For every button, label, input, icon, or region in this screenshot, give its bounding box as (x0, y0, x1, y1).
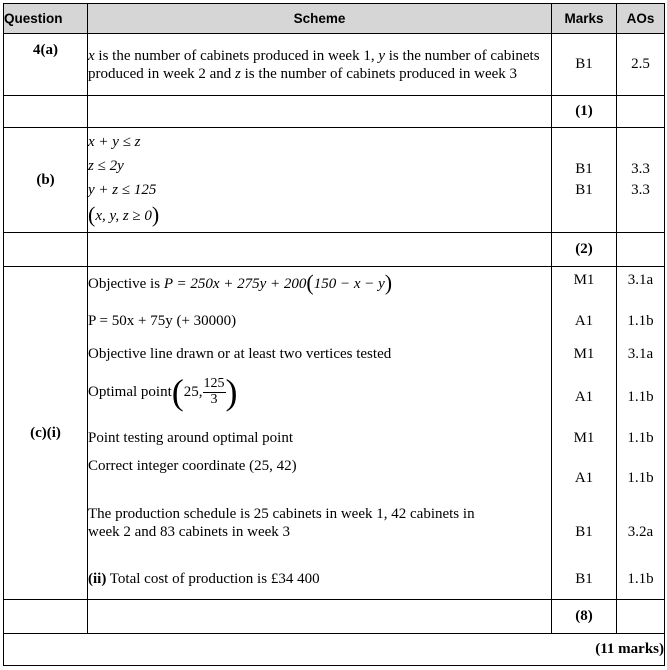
objective-math: P = 250x + 275y + 200 (163, 276, 307, 292)
optimal-point-text: Optimal point (88, 383, 172, 400)
total-cost-text: Total cost of production is £34 400 (106, 571, 320, 587)
part-a-row (4, 34, 665, 96)
constraint-2: z ≤ 2y (88, 158, 124, 174)
part-c-scheme (88, 267, 552, 600)
part-b-aos (617, 128, 665, 233)
part-b-mark-1: B1 (575, 161, 593, 177)
part-b-scheme (88, 128, 552, 233)
part-a-total-row (4, 96, 665, 128)
header-question: Question (4, 4, 88, 34)
part-c-label: (c)(i) (4, 267, 88, 600)
part-a-scheme (88, 34, 552, 96)
fraction-numerator: 125 (203, 375, 225, 391)
objective-line-drawn: Objective line drawn or at least two vertices tested (88, 346, 392, 362)
grand-total: (11 marks) (4, 634, 665, 666)
part-b-marks (552, 128, 617, 233)
part-c-ao-2: 1.1b (627, 313, 654, 329)
part-a-total: (1) (552, 96, 617, 128)
part-c-total: (8) (552, 600, 617, 634)
part-c-mark-7: B1 (575, 524, 593, 540)
optimal-point-line: Optimal point ( 25, $\frac{125}{3}$ ) (88, 372, 238, 412)
integer-coordinate-line: Correct integer coordinate (25, 42) (88, 458, 297, 474)
part-c-ao-5: 1.1b (627, 430, 654, 446)
part-c-mark-5: M1 (573, 430, 595, 446)
part-b-ao-2: 3.3 (631, 182, 650, 198)
point-testing-line: Point testing around optimal point (88, 430, 293, 446)
production-schedule-line: The production schedule is 25 cabinets in week 1, 42 cabinets in week 2 and 83 cabinets in week 3 (88, 506, 475, 540)
part-c-mark-2: A1 (574, 313, 594, 329)
part-c-ao-3: 3.1a (627, 346, 654, 362)
objective-inner: 150 − x − y (313, 276, 385, 292)
part-c-ao-1: 3.1a (627, 272, 654, 288)
constraint-1: x + y ≤ z (88, 134, 141, 150)
part-c-mark-8: B1 (575, 571, 593, 587)
total-cost-line (88, 571, 320, 588)
part-c-marks (552, 267, 617, 600)
part-a-text-2: is the number of cabinets produced in week 2 and (88, 47, 540, 82)
part-a-label: 4(a) (4, 34, 88, 96)
part-c-ao-4: 1.1b (627, 389, 654, 405)
part-c-ao-7: 3.2a (627, 524, 654, 540)
part-c-mark-6: A1 (574, 470, 594, 486)
grand-total-row (4, 634, 665, 666)
fraction-denominator: 3 (210, 391, 218, 407)
objective-text: Objective is (88, 276, 164, 292)
header-aos: AOs (617, 4, 665, 34)
var-x: x (88, 47, 95, 64)
part-a-ao: 2.5 (617, 34, 665, 96)
mark-scheme-table (3, 3, 665, 666)
header-scheme: Scheme (88, 4, 552, 34)
constraint-4: (x, y, z ≥ 0) (88, 202, 160, 227)
part-b-row (4, 128, 665, 233)
part-c-mark-3: M1 (573, 346, 595, 362)
objective-line: Objective is P = 250x + 275y + 200(150 − x − y) (88, 270, 393, 295)
part-c-total-row (4, 600, 665, 634)
part-b-total: (2) (552, 233, 617, 267)
part-b-total-row (4, 233, 665, 267)
part-b-ao-1: 3.3 (631, 161, 650, 177)
part-a-mark: B1 (552, 34, 617, 96)
part-c-aos (617, 267, 665, 600)
part-c-row (4, 267, 665, 600)
part-b-label: (b) (4, 128, 88, 233)
var-y: y (378, 47, 386, 64)
optimal-x: 25, (183, 383, 203, 400)
header-marks: Marks (552, 4, 617, 34)
header-row (4, 4, 665, 34)
part-c-ao-8: 1.1b (627, 571, 654, 587)
p-simplified-line: P = 50x + 75y (+ 30000) (88, 313, 237, 329)
part-c-ii-label: (ii) (88, 571, 107, 587)
var-z: z (235, 65, 241, 82)
part-c-mark-4: A1 (574, 389, 594, 405)
optimal-y-fraction (203, 377, 226, 407)
part-c-ao-6: 1.1b (627, 470, 654, 486)
part-a-text-3: is the number of cabinets produced in week 3 (240, 65, 518, 82)
constraint-4-text: x, y, z ≥ 0 (95, 208, 152, 224)
part-a-text-1: is the number of cabinets produced in week 1, (94, 47, 379, 64)
part-c-mark-1: M1 (573, 272, 595, 288)
constraint-3: y + z ≤ 125 (88, 182, 157, 198)
part-b-mark-2: B1 (575, 182, 593, 198)
